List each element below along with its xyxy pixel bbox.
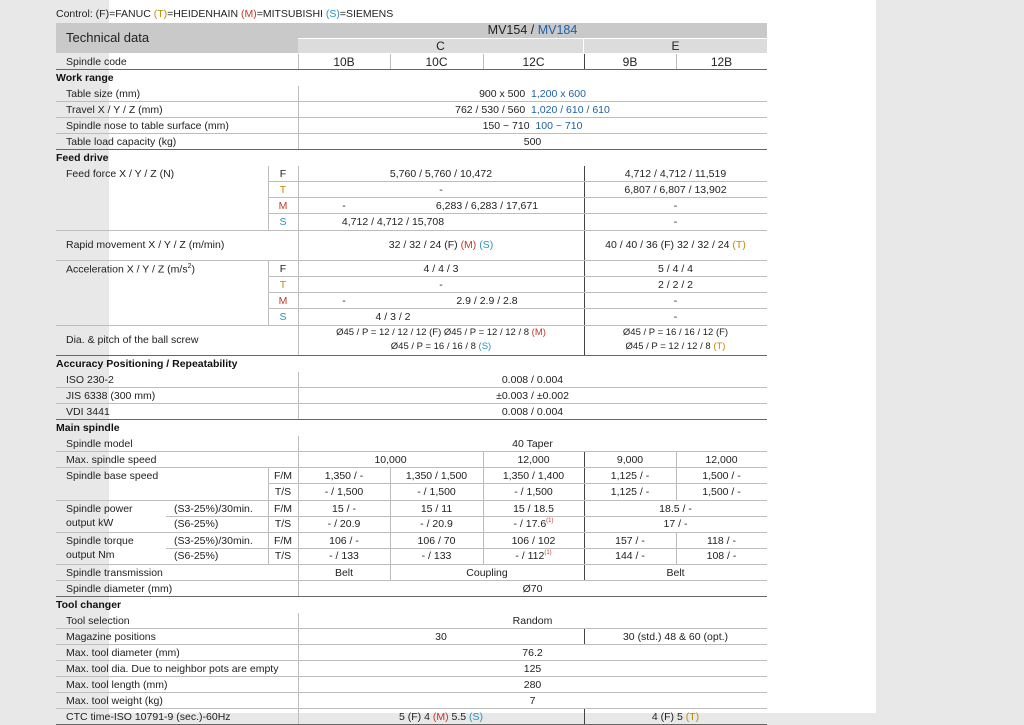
row-max-wt <box>56 693 767 709</box>
label-torque-1: Spindle torque <box>66 535 134 547</box>
force-f-e: 4,712 / 4,712 / 11,519 <box>624 168 727 180</box>
row-load <box>56 134 767 150</box>
ball-e2 <box>584 341 767 352</box>
section-main-spindle <box>56 420 767 436</box>
ctl-mitsubishi: M <box>278 295 288 307</box>
label-travel: Travel X / Y / Z (mm) <box>66 104 163 116</box>
base-fm-0: 1,350 / - <box>324 470 364 482</box>
ctl-fanuc: F <box>279 168 287 180</box>
torque-fm-4: 118 / - <box>707 535 736 547</box>
power-s6: (S6-25%) <box>174 518 219 530</box>
row-max-len <box>56 677 767 693</box>
label-spindle-code: Spindle code <box>66 56 127 68</box>
rapid-c <box>298 239 584 251</box>
value-a: 150 ~ 710 <box>482 120 530 132</box>
magazine-e: 30 (std.) 48 & 60 (opt.) <box>622 631 729 643</box>
ctl-siemens: S <box>279 311 287 323</box>
force-t-e: 6,807 / 6,807 / 13,902 <box>624 184 727 196</box>
base-fm-4: 1,500 / - <box>702 470 741 482</box>
spindle-code-10c: 10C <box>425 55 448 69</box>
spindle-code-12c: 12C <box>522 55 545 69</box>
force-m-e: - <box>673 200 678 212</box>
torque-ts-4: 108 / - <box>706 550 737 562</box>
ctl-ts: T/S <box>274 486 292 498</box>
value-jis: ±0.003 / ±0.002 <box>496 390 569 402</box>
power-fm-2: 15 / 18.5 <box>513 503 554 515</box>
label-ctc: CTC time-ISO 10791-9 (sec.)-60Hz <box>66 711 231 723</box>
row-spindle-code <box>56 54 767 70</box>
rapid-e-text: 40 / 40 / 36 (F) 32 / 32 / 24 <box>605 239 733 251</box>
label-rapid: Rapid movement X / Y / Z (m/min) <box>66 239 225 251</box>
ctl-heidenhain: T <box>279 279 287 291</box>
value-diameter: Ø70 <box>522 583 543 595</box>
ctc-e-t: (T) <box>685 711 700 723</box>
value-max-len: 280 <box>523 679 542 691</box>
value-max-dia: 76.2 <box>522 647 543 659</box>
value-vdi: 0.008 / 0.004 <box>501 406 564 418</box>
section-accuracy <box>56 356 767 372</box>
section-work-range <box>56 70 767 86</box>
label-magazine: Magazine positions <box>66 631 156 643</box>
torque-ts-3: 144 / - <box>615 550 645 562</box>
torque-fm-3: 157 / - <box>615 535 645 547</box>
force-s-c: 4,712 / 4,712 / 15,708 <box>341 216 445 228</box>
row-max-dia <box>56 645 767 661</box>
ball-e1: Ø45 / P = 16 / 16 / 12 (F) <box>622 327 729 338</box>
value-max-wt: 7 <box>529 695 536 707</box>
torque-ts-2 <box>483 550 584 562</box>
torque-fm-2: 106 / 102 <box>511 535 556 547</box>
section-title: Feed drive <box>56 152 109 164</box>
label-base-speed: Spindle base speed <box>66 470 159 482</box>
legend-siemens: =SIEMENS <box>339 8 394 20</box>
power-ts-2 <box>483 518 584 530</box>
row-travel <box>56 102 767 118</box>
block-feed-force <box>56 166 767 231</box>
ball-c1-text: Ø45 / P = 12 / 12 / 12 (F) Ø45 / P = 12 / 12 / 8 <box>336 327 532 338</box>
spindle-code-9b: 9B <box>622 55 638 69</box>
value-max-dia2: 125 <box>523 663 542 675</box>
row-transmission <box>56 565 767 581</box>
ball-e2-text: Ø45 / P = 12 / 12 / 8 <box>625 341 714 352</box>
value-load: 500 <box>523 136 542 148</box>
block-base-speed <box>56 468 767 501</box>
force-s-e: - <box>673 216 678 228</box>
ctl-mitsubishi: M <box>278 200 288 212</box>
section-feed-drive <box>56 150 767 166</box>
transmission-c1: Belt <box>334 567 354 579</box>
value-tool-selection: Random <box>512 615 553 627</box>
value-spindle-model: 40 Taper <box>512 438 553 450</box>
header-title: Technical data <box>56 23 298 53</box>
value-nose <box>298 120 767 132</box>
row-diameter <box>56 581 767 597</box>
legend-heidenhain: =HEIDENHAIN <box>167 8 241 20</box>
power-fm-3: 18.5 / - <box>659 503 692 515</box>
rapid-e-t: (T) <box>732 239 746 251</box>
ball-e2-t: (T) <box>713 341 726 352</box>
legend-siemens-code: (S) <box>325 8 340 20</box>
force-t-c: - <box>439 184 443 196</box>
label-feed-force: Feed force X / Y / Z (N) <box>66 168 175 180</box>
section-title: Tool changer <box>56 599 122 611</box>
row-tool-selection <box>56 613 767 629</box>
legend-prefix: Control: (F)=FANUC <box>56 8 154 20</box>
row-ctc <box>56 709 767 725</box>
row-max-dia2 <box>56 661 767 677</box>
ctl-siemens: S <box>279 216 287 228</box>
power-ts-1: - / 20.9 <box>420 518 453 530</box>
base-fm-2: 1,350 / 1,400 <box>502 470 565 482</box>
label-vdi: VDI 3441 <box>66 406 110 418</box>
ctl-fm: F/M <box>273 470 293 482</box>
magazine-c: 30 <box>435 631 447 643</box>
power-fm-0: 15 / - <box>332 503 356 515</box>
ball-c1 <box>298 327 584 338</box>
section-title: Accuracy Positioning / Repeatability <box>56 358 238 370</box>
footnote-mark: (1) <box>546 518 554 524</box>
label-tool-selection: Tool selection <box>66 615 130 627</box>
torque-s6: (S6-25%) <box>174 550 219 562</box>
legend-heidenhain-code: (T) <box>153 8 168 20</box>
torque-fm-1: 106 / 70 <box>417 535 456 547</box>
ctl-ts: T/S <box>274 518 292 530</box>
accel-f-e: 5 / 4 / 4 <box>657 263 694 275</box>
power-ts-0: - / 20.9 <box>327 518 361 530</box>
base-ts-3: 1,125 / - <box>610 486 650 498</box>
accel-s-e: - <box>673 311 678 323</box>
torque-ts-0: - / 133 <box>329 550 359 562</box>
base-ts-2: - / 1,500 <box>514 486 553 498</box>
ctc-c-text: 5 (F) 4 <box>398 711 433 723</box>
accel-f-c: 4 / 4 / 3 <box>423 263 459 275</box>
label-nose: Spindle nose to table surface (mm) <box>66 120 229 132</box>
ctl-heidenhain: T <box>279 184 287 196</box>
model-title <box>298 23 767 38</box>
row-max-speed <box>56 452 767 468</box>
section-title: Main spindle <box>56 422 120 434</box>
torque-ts-1: - / 133 <box>421 550 452 562</box>
ctl-fm: F/M <box>273 503 293 515</box>
row-nose <box>56 118 767 134</box>
base-fm-3: 1,125 / - <box>610 470 650 482</box>
label-torque-2: output Nm <box>66 549 115 561</box>
label-power-2: output kW <box>66 517 114 529</box>
max-speed-c1: 10,000 <box>374 454 407 466</box>
ctl-fanuc: F <box>279 263 287 275</box>
label-jis: JIS 6338 (300 mm) <box>66 390 156 402</box>
base-ts-0: - / 1,500 <box>324 486 364 498</box>
torque-fm-0: 106 / - <box>329 535 359 547</box>
max-speed-c2: 12,000 <box>517 454 550 466</box>
spindle-code-12b: 12B <box>710 55 733 69</box>
model-separator: / <box>527 23 538 37</box>
table-header <box>56 23 767 53</box>
model-a: MV154 <box>487 23 528 37</box>
force-m-c2: 6,283 / 6,283 / 17,671 <box>435 200 539 212</box>
ball-c2-text: Ø45 / P = 16 / 16 / 8 <box>390 341 479 352</box>
max-speed-e1: 9,000 <box>616 454 644 466</box>
label-max-speed: Max. spindle speed <box>66 454 157 466</box>
torque-s3: (S3-25%)/30min. <box>174 535 253 547</box>
value-b: 100 ~ 710 <box>535 120 583 132</box>
rapid-c-text: 32 / 32 / 24 (F) <box>388 239 461 251</box>
section-tool-changer <box>56 597 767 613</box>
row-jis <box>56 388 767 404</box>
row-vdi <box>56 404 767 420</box>
max-speed-e2: 12,000 <box>705 454 738 466</box>
ctc-e-text: 4 (F) 5 <box>651 711 686 723</box>
value-b: 1,200 x 600 <box>531 88 586 100</box>
row-iso <box>56 372 767 388</box>
rapid-c-m: (M) <box>460 239 477 251</box>
label-power-1: Spindle power <box>66 503 133 515</box>
label-ball-screw: Dia. & pitch of the ball screw <box>66 334 199 346</box>
value-a: 900 x 500 <box>479 88 526 100</box>
value-a: 762 / 530 / 560 <box>455 104 526 116</box>
value-travel <box>298 104 767 116</box>
transmission-c2: Coupling <box>466 567 508 579</box>
block-accel <box>56 261 767 326</box>
label-transmission: Spindle transmission <box>66 567 163 579</box>
label-iso: ISO 230-2 <box>66 374 114 386</box>
base-ts-4: 1,500 / - <box>702 486 741 498</box>
model-b: MV184 <box>537 23 578 37</box>
torque-ts-2-text: - / 112 <box>515 550 545 562</box>
ctc-c-mid: 5.5 <box>448 711 470 723</box>
group-e: E <box>584 39 767 53</box>
row-ball-screw <box>56 326 767 356</box>
accel-t-e: 2 / 2 / 2 <box>657 279 694 291</box>
label-diameter: Spindle diameter (mm) <box>66 583 173 595</box>
value-b: 1,020 / 610 / 610 <box>531 104 610 116</box>
value-table-size <box>298 88 767 100</box>
power-ts-3: 17 / - <box>663 518 688 530</box>
row-spindle-model <box>56 436 767 452</box>
accel-m-c2: 2.9 / 2.9 / 2.8 <box>456 295 518 307</box>
label-table-size: Table size (mm) <box>66 88 141 100</box>
section-title: Work range <box>56 72 114 84</box>
label-spindle-model: Spindle model <box>66 438 133 450</box>
control-legend <box>56 8 393 20</box>
label-max-dia: Max. tool diameter (mm) <box>66 647 180 659</box>
accel-t-c: - <box>439 279 443 291</box>
group-c: C <box>298 39 583 53</box>
block-torque <box>56 533 767 565</box>
rapid-c-s: (S) <box>479 239 494 251</box>
base-fm-1: 1,350 / 1,500 <box>405 470 468 482</box>
base-ts-1: - / 1,500 <box>417 486 456 498</box>
row-table-size <box>56 86 767 102</box>
transmission-e: Belt <box>666 567 685 579</box>
power-s3: (S3-25%)/30min. <box>174 503 253 515</box>
ctc-c-s: (S) <box>469 711 484 723</box>
ctl-fm: F/M <box>273 535 293 547</box>
label-max-len: Max. tool length (mm) <box>66 679 168 691</box>
row-rapid <box>56 231 767 261</box>
ball-c1-m: (M) <box>531 327 546 338</box>
legend-mitsubishi-code: (M) <box>240 8 257 20</box>
row-magazine <box>56 629 767 645</box>
label-max-wt: Max. tool weight (kg) <box>66 695 163 707</box>
ctl-ts: T/S <box>274 550 292 562</box>
footnote-mark: (1) <box>544 550 552 556</box>
label-accel: Acceleration X / Y / Z $(m/s^2)$ <box>66 263 195 276</box>
spindle-code-10b: 10B <box>333 55 355 69</box>
power-ts-2-text: - / 17.6 <box>513 518 547 530</box>
ctc-c-m: (M) <box>432 711 449 723</box>
accel-m-e: - <box>673 295 678 307</box>
ball-c2 <box>298 341 584 352</box>
rapid-e <box>584 239 767 251</box>
force-m-c1: - <box>342 200 346 212</box>
legend-mitsubishi: =MITSUBISHI <box>256 8 326 20</box>
force-f-c: 5,760 / 5,760 / 10,472 <box>389 168 493 180</box>
accel-s-c: 4 / 3 / 2 <box>375 311 411 323</box>
label-load: Table load capacity (kg) <box>66 136 177 148</box>
accel-m-c1: - <box>342 295 346 307</box>
label-max-dia2: Max. tool dia. Due to neighbor pots are empty <box>66 663 279 675</box>
spec-document <box>56 0 876 723</box>
ball-c2-s: (S) <box>478 341 492 352</box>
value-iso: 0.008 / 0.004 <box>501 374 564 386</box>
power-fm-1: 15 / 11 <box>420 503 453 515</box>
block-power <box>56 501 767 533</box>
spec-table <box>56 54 767 725</box>
